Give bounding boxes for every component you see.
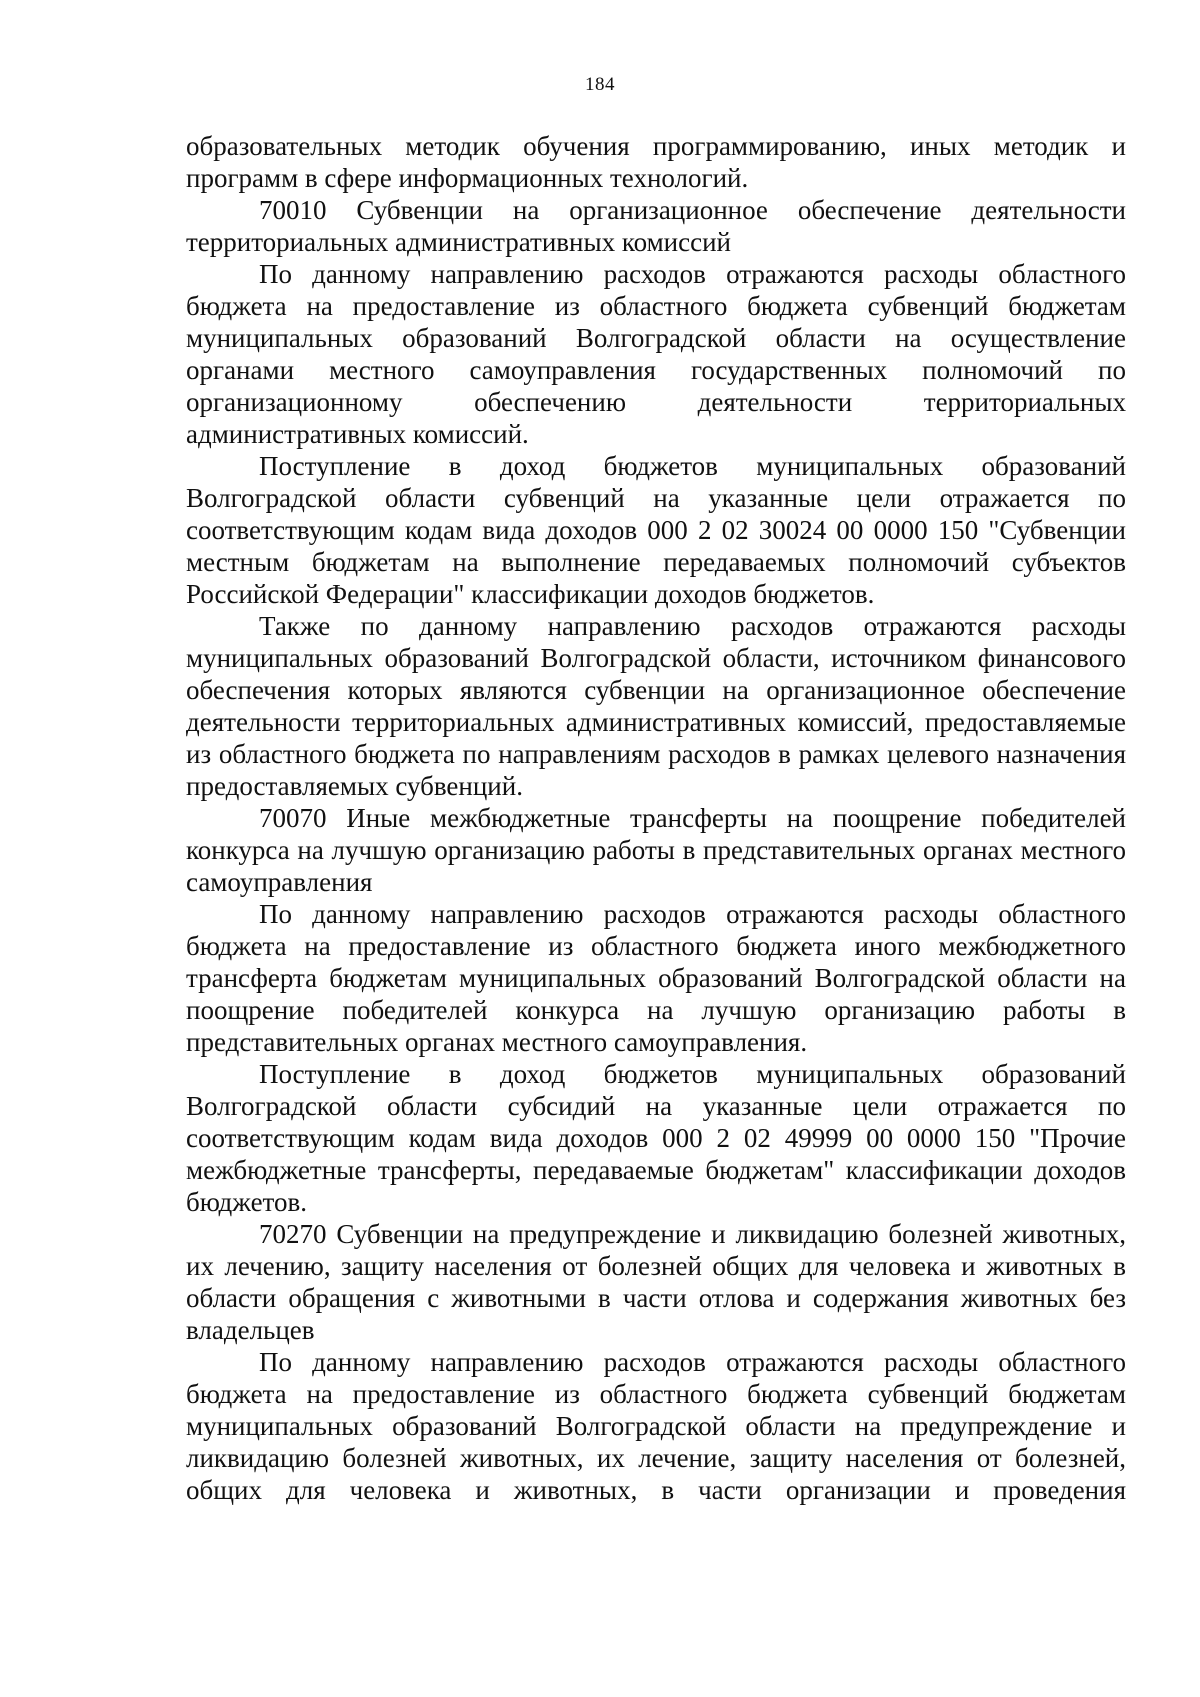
document-body — [186, 130, 1126, 1506]
section-heading-70070: 70070 Иные межбюджетные трансферты на поощрение победителей конкурса на лучшую организацию работы в представительных органах местного самоуправления — [186, 803, 1126, 897]
paragraph: Также по данному направлению расходов отражаются расходы муниципальных образований Волгоградской области, источником финансового обеспечения которых являются субвенции на организационное обеспечение деятельности территориальных административных комиссий, предоставляемые из областного бюджета по направлениям расходов в рамках целевого назначения предоставляемых субвенций. — [186, 611, 1126, 801]
page-number: 184 — [585, 74, 615, 95]
paragraph: Поступление в доход бюджетов муниципальных образований Волгоградской области субвенций на указанные цели отражается по соответствующим кодам вида доходов 000 2 02 30024 00 0000 150 "Субвенции местным бюджетам на выполнение передаваемых полномочий субъектов Российской Федерации" классификации доходов бюджетов. — [186, 451, 1126, 609]
paragraph-continued: По данному направлению расходов отражаются расходы областного бюджета на предоставление из областного бюджета субвенций бюджетам муниципальных образований Волгоградской области на предупреждение и ликвидацию болезней животных, их лечение, защиту населения от болезней, общих для человека и животных, в части организации и проведения — [186, 1347, 1126, 1505]
section-heading-70270: 70270 Субвенции на предупреждение и ликвидацию болезней животных, их лечению, защиту населения от болезней общих для человека и животных в области обращения с животными в части отлова и содержания животных без владельцев — [186, 1219, 1126, 1345]
paragraph: образовательных методик обучения программированию, иных методик и программ в сфере информационных технологий. — [186, 131, 1126, 193]
paragraph: Поступление в доход бюджетов муниципальных образований Волгоградской области субсидий на указанные цели отражается по соответствующим кодам вида доходов 000 2 02 49999 00 0000 150 "Прочие межбюджетные трансферты, передаваемые бюджетам" классификации доходов бюджетов. — [186, 1059, 1126, 1217]
section-heading-70010: 70010 Субвенции на организационное обеспечение деятельности территориальных административных комиссий — [186, 195, 1126, 257]
paragraph: По данному направлению расходов отражаются расходы областного бюджета на предоставление из областного бюджета субвенций бюджетам муниципальных образований Волгоградской области на осуществление органами местного самоуправления государственных полномочий по организационному обеспечению деятельности территориальных административных комиссий. — [186, 259, 1126, 449]
paragraph: По данному направлению расходов отражаются расходы областного бюджета на предоставление из областного бюджета иного межбюджетного трансферта бюджетам муниципальных образований Волгоградской области на поощрение победителей конкурса на лучшую организацию работы в представительных органах местного самоуправления. — [186, 899, 1126, 1057]
